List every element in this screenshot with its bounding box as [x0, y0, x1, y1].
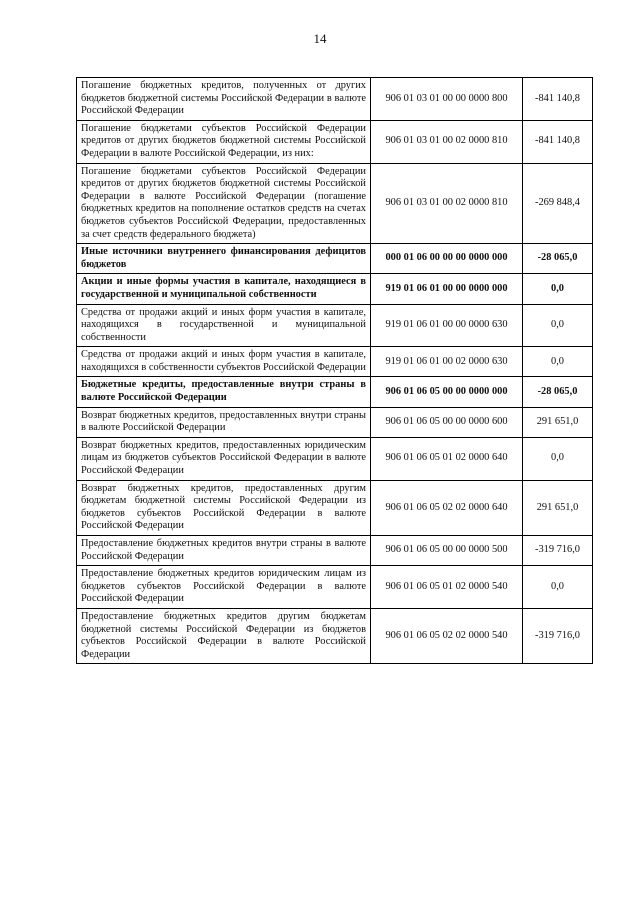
budget-code-cell: 906 01 06 05 00 00 0000 000 [371, 377, 523, 407]
row-name-cell: Погашение бюджетами субъектов Российской Федерации кредитов от других бюджетов бюджетной системы Российской Федерации в валюте Российской Федерации (погашение бюджетных кредитов на пополнение остатков средств на счетах бюджетов субъектов Российской Федерации, предоставленных за счет средств федерального бюджета) [77, 163, 371, 244]
amount-cell: 0,0 [523, 566, 593, 609]
amount-cell: 291 651,0 [523, 407, 593, 437]
amount-cell: -28 065,0 [523, 244, 593, 274]
row-name-cell: Иные источники внутреннего финансирования дефицитов бюджетов [77, 244, 371, 274]
table-row [77, 536, 593, 566]
row-name-cell: Предоставление бюджетных кредитов юридическим лицам из бюджетов субъектов Российской Федерации в валюте Российской Федерации [77, 566, 371, 609]
budget-code-cell: 906 01 03 01 00 02 0000 810 [371, 163, 523, 244]
table-row [77, 163, 593, 244]
budget-code-cell: 906 01 06 05 00 00 0000 500 [371, 536, 523, 566]
table-row [77, 347, 593, 377]
budget-code-cell: 906 01 06 05 01 02 0000 640 [371, 437, 523, 480]
row-name-cell: Возврат бюджетных кредитов, предоставленных другим бюджетам бюджетной системы Российской Федерации из бюджетов субъектов Российской Федерации в валюте Российской Федерации [77, 480, 371, 535]
row-name-cell: Погашение бюджетных кредитов, полученных от других бюджетов бюджетной системы Российской Федерации в валюте Российской Федерации [77, 78, 371, 121]
table-row [77, 78, 593, 121]
budget-code-cell: 919 01 06 01 00 00 0000 000 [371, 274, 523, 304]
table-row [77, 407, 593, 437]
row-name-cell: Акции и иные формы участия в капитале, находящиеся в государственной и муниципальной собственности [77, 274, 371, 304]
amount-cell: 0,0 [523, 304, 593, 347]
amount-cell: -841 140,8 [523, 78, 593, 121]
budget-code-cell: 919 01 06 01 00 00 0000 630 [371, 304, 523, 347]
table-row [77, 274, 593, 304]
amount-cell: 0,0 [523, 274, 593, 304]
table-row [77, 437, 593, 480]
row-name-cell: Предоставление бюджетных кредитов другим бюджетам бюджетной системы Российской Федерации из бюджетов субъектов Российской Федерации в валюте Российской Федерации [77, 608, 371, 663]
amount-cell: 0,0 [523, 437, 593, 480]
row-name-cell: Средства от продажи акций и иных форм участия в капитале, находящихся в собственности субъектов Российской Федерации [77, 347, 371, 377]
row-name-cell: Погашение бюджетами субъектов Российской Федерации кредитов от других бюджетов бюджетной системы Российской Федерации в валюте Российской Федерации, из них: [77, 120, 371, 163]
budget-code-cell: 906 01 06 05 00 00 0000 600 [371, 407, 523, 437]
row-name-cell: Бюджетные кредиты, предоставленные внутри страны в валюте Российской Федерации [77, 377, 371, 407]
table-row [77, 377, 593, 407]
amount-cell: -841 140,8 [523, 120, 593, 163]
row-name-cell: Предоставление бюджетных кредитов внутри страны в валюте Российской Федерации [77, 536, 371, 566]
row-name-cell: Средства от продажи акций и иных форм участия в капитале, находящихся в государственной и муниципальной собственности [77, 304, 371, 347]
amount-cell: -269 848,4 [523, 163, 593, 244]
budget-code-cell: 906 01 03 01 00 02 0000 810 [371, 120, 523, 163]
row-name-cell: Возврат бюджетных кредитов, предоставленных юридическим лицам из бюджетов субъектов Российской Федерации в валюте Российской Федерации [77, 437, 371, 480]
page-number: 14 [313, 31, 327, 46]
amount-cell: -319 716,0 [523, 608, 593, 663]
table-row [77, 120, 593, 163]
budget-code-cell: 919 01 06 01 00 02 0000 630 [371, 347, 523, 377]
table-row [77, 244, 593, 274]
table-row [77, 304, 593, 347]
budget-code-cell: 906 01 06 05 02 02 0000 640 [371, 480, 523, 535]
budget-code-cell: 906 01 03 01 00 00 0000 800 [371, 78, 523, 121]
row-name-cell: Возврат бюджетных кредитов, предоставленных внутри страны в валюте Российской Федерации [77, 407, 371, 437]
budget-code-cell: 906 01 06 05 02 02 0000 540 [371, 608, 523, 663]
table-row [77, 608, 593, 663]
budget-sources-table [76, 77, 593, 664]
table-row [77, 566, 593, 609]
amount-cell: 0,0 [523, 347, 593, 377]
amount-cell: 291 651,0 [523, 480, 593, 535]
table-row [77, 480, 593, 535]
budget-code-cell: 000 01 06 00 00 00 0000 000 [371, 244, 523, 274]
amount-cell: -319 716,0 [523, 536, 593, 566]
budget-code-cell: 906 01 06 05 01 02 0000 540 [371, 566, 523, 609]
amount-cell: -28 065,0 [523, 377, 593, 407]
